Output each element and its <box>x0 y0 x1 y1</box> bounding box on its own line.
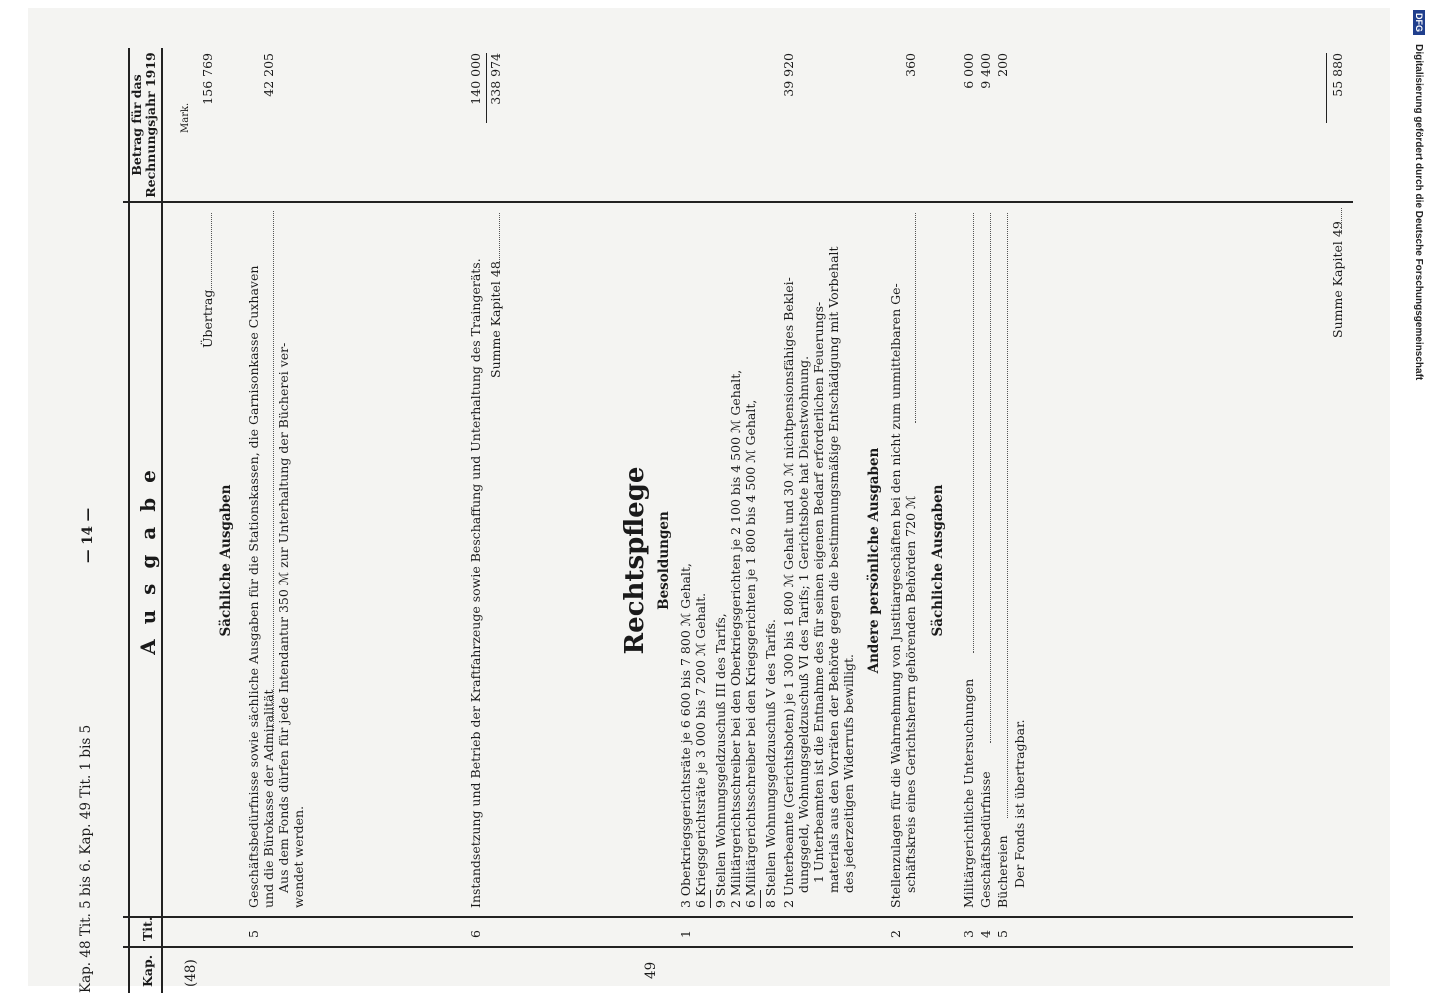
stellenzulagen-line1: Stellenzulagen für die Wahrnehmung von Justitiargeschäften bei den nicht zum unmittelbaren Ge- <box>888 283 903 908</box>
amount-column-rule <box>123 202 1353 204</box>
tit-column-rule <box>123 917 1353 919</box>
tit-4-amount: 9 400 <box>978 53 993 89</box>
besoldung-line: 6 Kriegsgerichtsräte je 3 000 bis 7 200 ℳ Gehalt. <box>693 592 708 908</box>
besoldung-line: des jederzeitigen Widerrufs bewilligt. <box>841 654 856 893</box>
header-rule <box>161 48 163 993</box>
tit-5b-number: 5 <box>995 930 1010 938</box>
leader-dots <box>1007 213 1008 818</box>
tit-5-text-line1: Geschäftsbedürfnisse sowie sächliche Ausgaben für die Stationskassen, die Garnisonkasse Cuxhaven <box>246 265 261 908</box>
footer-strip <box>1415 10 1434 430</box>
heading-sachliche-49: Sächliche Ausgaben <box>930 484 946 637</box>
leader-dots <box>1341 208 1342 233</box>
col-title-header: A u s g a b e <box>136 466 160 655</box>
heading-andere-ausgaben: Andere persönliche Ausgaben <box>866 447 882 674</box>
tit-5-text-line2: und die Bürokasse der Admiralität <box>261 689 276 908</box>
besoldung-line: 6 Militärgerichtsschreiber bei den Kriegsgerichten je 1 800 bis 4 500 ℳ Gehalt, <box>743 399 758 908</box>
leader-dots <box>499 213 500 263</box>
rotated-page-content <box>68 43 1398 993</box>
tit-2-number: 2 <box>888 930 903 938</box>
tit-3-amount: 6 000 <box>961 53 976 89</box>
leader-dots <box>915 213 916 423</box>
summe-48-amount: 338 974 <box>488 53 503 105</box>
tit-3-text: Militärgerichtliche Untersuchungen <box>961 678 976 908</box>
subtotal-rule <box>760 890 761 908</box>
uebertrag-amount: 156 769 <box>200 53 215 105</box>
summe-49-amount: 55 880 <box>1330 53 1345 97</box>
col-tit-header: Tit. <box>140 916 155 941</box>
besoldung-line: 9 Stellen Wohnungsgeldzuschuß III des Tarifs, <box>713 613 728 908</box>
summe-49-label: Summe Kapitel 49 <box>1330 221 1345 338</box>
heading-besoldungen: Besoldungen <box>656 511 672 610</box>
tit-5-note-line1: Aus dem Fonds dürfen für jede Intendantur 350 ℳ zur Unterhaltung der Bücherei ver- <box>276 342 291 893</box>
tit-4-text: Geschäftsbedürfnisse <box>978 771 993 908</box>
besoldung-line: materials aus den Vorräten der Behörde gegen die bestimmungsmäßige Entschädigung mit Vorbehalt <box>826 246 841 893</box>
leader-dots <box>973 213 974 653</box>
besoldung-line: 8 Stellen Wohnungsgeldzuschuß V des Tarifs. <box>763 619 778 908</box>
kap-column-rule <box>123 947 1353 949</box>
sum-rule <box>486 53 487 123</box>
tit-6-amount: 140 000 <box>468 53 483 105</box>
tit-1-number: 1 <box>678 930 693 938</box>
sum-rule <box>1326 53 1327 123</box>
tit-1-amount: 39 920 <box>781 53 796 97</box>
uebertrag-label: Übertrag <box>200 289 215 348</box>
tit-5-number: 5 <box>246 930 261 938</box>
kap-49: 49 <box>643 961 659 979</box>
besoldung-line: dungsgeld, Wohnungsgeldzuschuß VI des Tarifs; 1 Gerichtsbote hat Dienstwohnung. <box>796 355 811 893</box>
besoldung-line: 3 Oberkriegsgerichtsräte je 6 600 bis 7 800 ℳ Gehalt, <box>678 563 693 908</box>
kap-48: (48) <box>183 959 199 987</box>
tit-5b-note: Der Fonds ist übertragbar. <box>1012 719 1027 888</box>
running-head: Kap. 48 Tit. 5 bis 6. Kap. 49 Tit. 1 bis 5 <box>78 724 94 993</box>
col-amount-header: Betrag für das Rechnungsjahr 1919 <box>129 52 158 198</box>
tit-3-number: 3 <box>961 930 976 938</box>
stellenzulagen-line2: schäftskreis eines Gerichtsherrn gehörenden Behörden 720 ℳ <box>903 495 918 893</box>
footer-rotated <box>1413 10 1431 430</box>
besoldung-line: 2 Militärgerichtsschreiber bei den Oberkriegsgerichten je 2 100 bis 4 500 ℳ Gehalt, <box>728 369 743 908</box>
besoldung-line: 1 Unterbeamten ist die Entnahme des für seinen eigenen Bedarf erforderlichen Feuerungs- <box>811 301 826 883</box>
tit-4-number: 4 <box>978 930 993 938</box>
leader-dots <box>211 213 212 293</box>
tit-5b-amount: 200 <box>995 53 1010 77</box>
col-kap-header: Kap. <box>140 954 155 987</box>
leader-dots <box>273 211 274 731</box>
subtotal-rule <box>710 890 711 908</box>
scanned-page <box>28 8 1390 993</box>
besoldung-line: 2 Unterbeamte (Gerichtsboten) je 1 300 bis 1 800 ℳ Gehalt und 30 ℳ nichtpensionsfähiges Beklei- <box>781 277 796 908</box>
tit-2-amount: 360 <box>903 53 918 77</box>
tit-6-number: 6 <box>468 930 483 938</box>
tit-5-amount: 42 205 <box>261 53 276 97</box>
footer-text: Digitalisierung gefördert durch die Deutsche Forschungsgemeinschaft <box>1413 44 1424 381</box>
tit-6-text: Instandsetzung und Betrieb der Kraftfahrzeuge sowie Beschaffung und Unterhaltung des Traingeräts. <box>468 258 483 908</box>
dfg-logo: DFG <box>1413 10 1425 35</box>
tit-5-note-line2: wendet werden. <box>291 805 306 908</box>
heading-sachliche-48: Sächliche Ausgaben <box>218 484 234 637</box>
heading-rechtspflege: Rechtspflege <box>620 466 650 655</box>
page-number: — 14 — <box>80 507 96 563</box>
summe-48-label: Summe Kapitel 48 <box>488 261 503 378</box>
leader-dots <box>990 213 991 743</box>
tit-5b-text: Büchereien <box>995 835 1010 908</box>
col-amount-unit: Mark. <box>180 102 191 133</box>
